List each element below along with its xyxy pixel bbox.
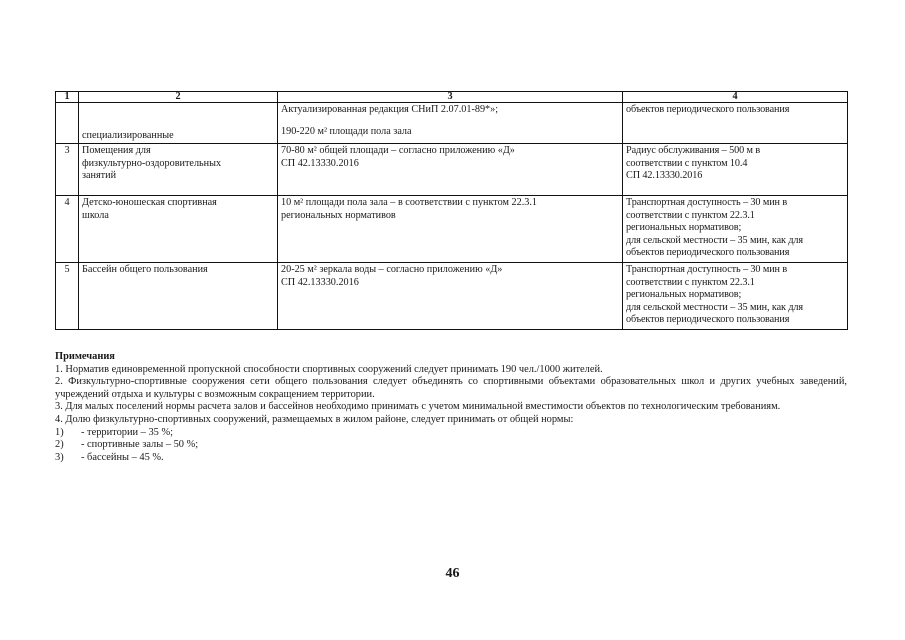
accessibility-line: Транспортная доступность – 30 мин в: [626, 197, 788, 208]
facility-name-line: Бассейн общего пользования: [82, 264, 208, 275]
note-list-text: - территории – 35 %;: [81, 426, 173, 438]
note-list-text: - спортивные залы – 50 %;: [81, 439, 199, 451]
row-number-cell: 4: [56, 196, 79, 263]
notes-section: [55, 351, 847, 464]
table-row: [56, 144, 848, 196]
facility-name-line: занятий: [82, 170, 117, 182]
accessibility-line: объектов периодического пользования: [626, 104, 790, 115]
facility-name-cell: [79, 103, 278, 144]
table-row-continuation: [56, 103, 848, 144]
accessibility-line: соответствии с пунктом 22.3.1: [626, 276, 755, 288]
accessibility-line: для сельской местности – 35 мин, как для: [626, 301, 803, 313]
accessibility-cell: [623, 196, 848, 263]
accessibility-cell: [623, 144, 848, 196]
note-item: 3. Для малых поселений нормы расчета залов и бассейнов необходимо принимать с учетом минимальной вместимости объектов по технологическим требованиям.: [55, 401, 781, 413]
table-row: [56, 196, 848, 263]
note-item: 4. Долю физкультурно-спортивных сооружений, размещаемых в жилом районе, следует принимать от общей нормы:: [55, 413, 574, 425]
accessibility-line: Радиус обслуживания – 500 м в: [626, 145, 761, 156]
accessibility-line: региональных нормативов;: [626, 289, 742, 301]
norm-line: региональных нормативов: [281, 209, 396, 221]
note-item: 1. Норматив единовременной пропускной способности спортивных сооружений следует принимать 190 чел./1000 жителей.: [55, 363, 603, 375]
note-list-number: 3): [55, 451, 64, 463]
accessibility-line: соответствии с пунктом 22.3.1: [626, 209, 755, 221]
norm-line: Актуализированная редакция СНиП 2.07.01-89*»;: [281, 104, 499, 115]
norm-line: СП 42.13330.2016: [281, 157, 359, 169]
facility-name-cell: [79, 196, 278, 263]
facility-name-line: физкультурно-оздоровительных: [82, 157, 222, 169]
note-list-item: [55, 439, 847, 452]
column-header: 4: [623, 92, 848, 103]
accessibility-line: Транспортная доступность – 30 мин в: [626, 264, 788, 275]
facility-name-line: школа: [82, 209, 109, 221]
norms-table: [55, 91, 848, 330]
facility-name-line: Детско-юношеская спортивная: [82, 197, 217, 208]
note-item: 2. Физкультурно-спортивные сооружения сети общего пользования следует объединять со спортивными объектами образовательных школ и других учебных заведений, учреждений отдыха и культуры с возможным сокращением территории.: [55, 376, 847, 400]
note-list-number: 2): [55, 439, 64, 451]
column-header: 2: [79, 92, 278, 103]
facility-name-cell: [79, 144, 278, 196]
norm-cell: [278, 144, 623, 196]
accessibility-line: региональных нормативов;: [626, 222, 742, 234]
accessibility-line: соответствии с пунктом 10.4: [626, 157, 748, 169]
note-list-item: [55, 427, 847, 440]
note-list-text: - бассейны – 45 %.: [81, 451, 164, 463]
notes-title: Примечания: [55, 351, 115, 362]
norm-line: СП 42.13330.2016: [281, 276, 359, 288]
accessibility-line: объектов периодического пользования: [626, 247, 790, 259]
norm-cell: [278, 263, 623, 330]
table-row: [56, 263, 848, 330]
page-number: 46: [445, 566, 460, 581]
norm-line: 70-80 м² общей площади – согласно приложению «Д»: [281, 145, 515, 156]
facility-name-line: специализированные: [82, 130, 174, 142]
norm-cell: [278, 103, 623, 144]
accessibility-cell: [623, 263, 848, 330]
column-header: 1: [56, 92, 79, 103]
norm-line: 20-25 м² зеркала воды – согласно приложению «Д»: [281, 264, 503, 275]
norm-line: 190-220 м² площади пола зала: [281, 125, 412, 137]
facility-name-cell: [79, 263, 278, 330]
row-number-cell: 3: [56, 144, 79, 196]
row-number-cell: [56, 103, 79, 144]
accessibility-line: для сельской местности – 35 мин, как для: [626, 234, 803, 246]
row-number-cell: 5: [56, 263, 79, 330]
norm-cell: [278, 196, 623, 263]
note-list-item: [55, 452, 847, 465]
table-header-row: [56, 92, 848, 103]
accessibility-line: СП 42.13330.2016: [626, 170, 703, 182]
note-list-number: 1): [55, 426, 64, 438]
accessibility-line: объектов периодического пользования: [626, 314, 790, 326]
column-header: 3: [278, 92, 623, 103]
norm-line: 10 м² площади пола зала – в соответствии с пунктом 22.3.1: [281, 197, 537, 208]
accessibility-cell: [623, 103, 848, 144]
facility-name-line: Помещения для: [82, 145, 151, 156]
